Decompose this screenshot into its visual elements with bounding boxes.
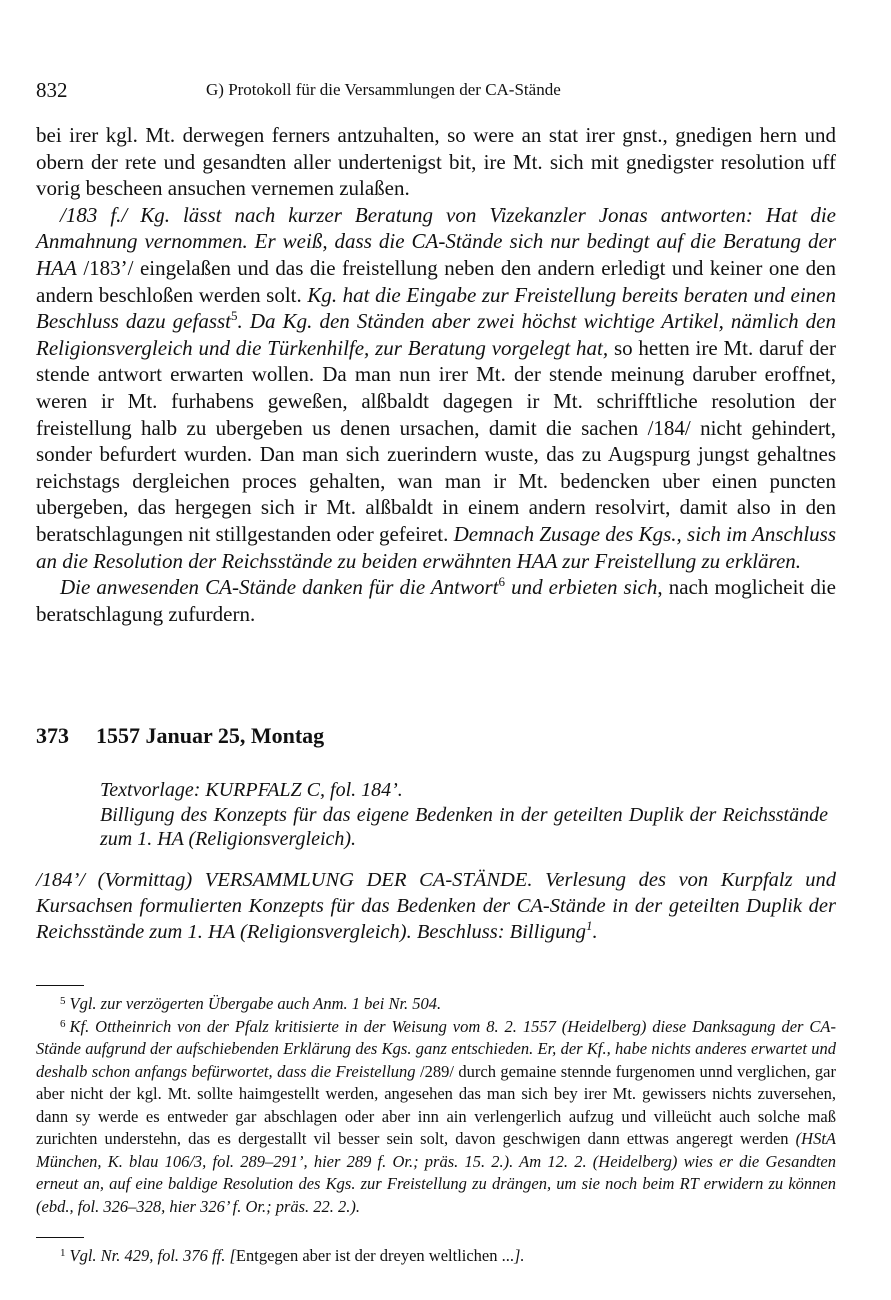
text-source: Textvorlage: KURPFALZ C, fol. 184’. bbox=[100, 779, 403, 801]
quoted-text: /183’/ eingelaßen und das die freistellung neben den andern erledigt und keiner one den andern beschloßen werden solt. bbox=[36, 255, 836, 307]
summary-text: Kg. hat die Eingabe zur Freistellung bereits beraten und einen Beschluss dazu gefasst bbox=[36, 282, 837, 334]
source-block bbox=[100, 778, 828, 852]
footnote-text: ]. bbox=[514, 1246, 525, 1265]
summary-text: Die anwesenden CA-Stände danken für die Antwort bbox=[60, 575, 499, 600]
running-head-title: G) Protokoll für die Versammlungen der CA-Stände bbox=[206, 80, 561, 99]
summary-text: /183 f./ Kg. lässt nach kurzer Beratung von Vizekanzler Jonas antworten: Hat die Anmahnung vernommen. Er weiß, dass die CA-Stände sich nur bedingt auf die Beratung der HAA bbox=[36, 202, 836, 280]
footnote-mark: 6 bbox=[60, 1017, 66, 1030]
footnote-text: Kf. Ottheinrich von der Pfalz kritisierte in der Weisung vom 8. 2. 1557 (Heidelberg) diese Danksagung der CA-Stände aufgrund der aufschiebenden Erklärung des Kgs. ganz entschieden. Er, der Kf., habe nichts anderes erwartet und deshalb schon anfangs befürwortet, dass die Freistellung bbox=[36, 1016, 836, 1081]
summary-text: Demnach Zusage des Kgs., sich im Anschluss an die Resolution der Reichsstände zu beiden erwähnten HAA zur Freistellung zu erklären. bbox=[36, 521, 837, 573]
footnote-text: (HStA München, K. blau 106/3, fol. 289–291’, hier 289 f. Or.; präs. 15. 2.). Am 12. 2. (Heidelberg) wies er die Gesandten erneut an, auf eine baldige Resolution des Kgs. zur Freistellung zu drängen, um sie noch beim RT erwidern zu können (ebd., fol. 326–328, hier 326’ f. Or.; präs. 22. 2.). bbox=[36, 1129, 836, 1216]
footnote-mark: 5 bbox=[60, 995, 66, 1007]
footnote-quote: /289/ durch gemaine stennde furgenomen unnd verglichen, gar aber nicht der kgl. Mt. sollte haimgestellt werden, angesehen das man sich bey irer Mt. gewissers nichts zuversehen, dann sy werde es entweder gar abschlagen oder aber inn ain verlengerlich aufzug und villeücht auch solche maß zurichten understehn, das es dergestallt vil besser sein solt, davon geschwigen dann ettwas angeregt werden bbox=[36, 1061, 836, 1148]
document-number: 373 bbox=[36, 723, 69, 748]
footnote-5 bbox=[36, 993, 836, 1016]
summary-end: . bbox=[592, 921, 598, 943]
footnote-quote: Entgegen aber ist der dreyen weltlichen ... bbox=[235, 1246, 515, 1265]
regest: Billigung des Konzepts für das eigene Bedenken in der geteilten Duplik der Reichsstände zum 1. HA (Religionsvergleich). bbox=[100, 803, 828, 850]
footnote-ref-5[interactable]: 5 bbox=[231, 308, 238, 324]
summary-text: und erbieten sich bbox=[505, 575, 658, 600]
footnote-text: Vgl. Nr. 429, fol. 376 ff. [ bbox=[69, 1246, 236, 1265]
paragraph-thanks bbox=[36, 574, 836, 627]
main-text bbox=[36, 122, 836, 627]
footnote-text: Vgl. zur verzögerten Übergabe auch Anm. 1 bei Nr. 504. bbox=[69, 994, 442, 1013]
paragraph-king-answer bbox=[36, 202, 836, 574]
page-number: 832 bbox=[36, 78, 68, 102]
footnote-1 bbox=[36, 1245, 836, 1267]
document-summary bbox=[36, 867, 836, 945]
quoted-text: so hetten ire Mt. daruf der stende antwort erwarten wollen. Da man nun irer Mt. der stende meinung daruber eroffnet, weren ir Mt. furhabens geweßen, alßbaldt dagegen ir Mt. schrifftliche resolution der freistellung halb zu ubergeben us denen ursachen, damit die sachen /184/ nicht gehindert, sonder befurdert wurden. Dan man sich zuerindern wuste, das zu Augspurg jungst gehaltnes reichstags dergleichen proces gehalten, wan man ir Mt. bedencken uber einen puncten ubergeben, das hergegen sich ir Mt. alßbaldt in einem andern resolvirt, damit also in den beratschlagungen nit stillgestanden oder gefeiret. bbox=[36, 335, 836, 546]
quoted-text: , nach moglicheit die beratschlagung zufurdern. bbox=[36, 575, 836, 626]
running-head bbox=[36, 78, 836, 104]
document-heading bbox=[36, 723, 324, 749]
document-date: 1557 Januar 25, Montag bbox=[96, 723, 325, 748]
summary-text: . Da Kg. den Ständen aber zwei höchst wichtige Artikel, nämlich den Religionsvergleich und die Türkenhilfe, zur Beratung vorgelegt hat, bbox=[36, 309, 836, 360]
footnote-6 bbox=[36, 1016, 836, 1219]
footnote-mark: 1 bbox=[60, 1247, 66, 1259]
footnote-ref-6[interactable]: 6 bbox=[498, 574, 506, 590]
footnotes bbox=[36, 993, 836, 1218]
paragraph-continuation: bei irer kgl. Mt. derwegen ferners antzuhalten, so were an stat irer gnst., gnedigen hern und obern der rete und gesandten aller undertenigst bit, ire Mt. sich mit gnedigster resolution uff vorig bescheen ansuchen vernemen zulaßen. bbox=[36, 123, 836, 201]
footnote-ref-1[interactable]: 1 bbox=[585, 918, 593, 933]
footnote-divider bbox=[36, 985, 84, 986]
summary-text: /184’/ (Vormittag) VERSAMMLUNG DER CA-STÄNDE. Verlesung des von Kurpfalz und Kursachsen formulierten Konzepts für das Bedenken der CA-Stände in der geteilten Duplik der Reichsstände zum 1. HA (Religionsvergleich). Beschluss: Billigung bbox=[36, 869, 836, 943]
footnote-divider bbox=[36, 1237, 84, 1238]
footnote-1-text bbox=[36, 1245, 836, 1267]
